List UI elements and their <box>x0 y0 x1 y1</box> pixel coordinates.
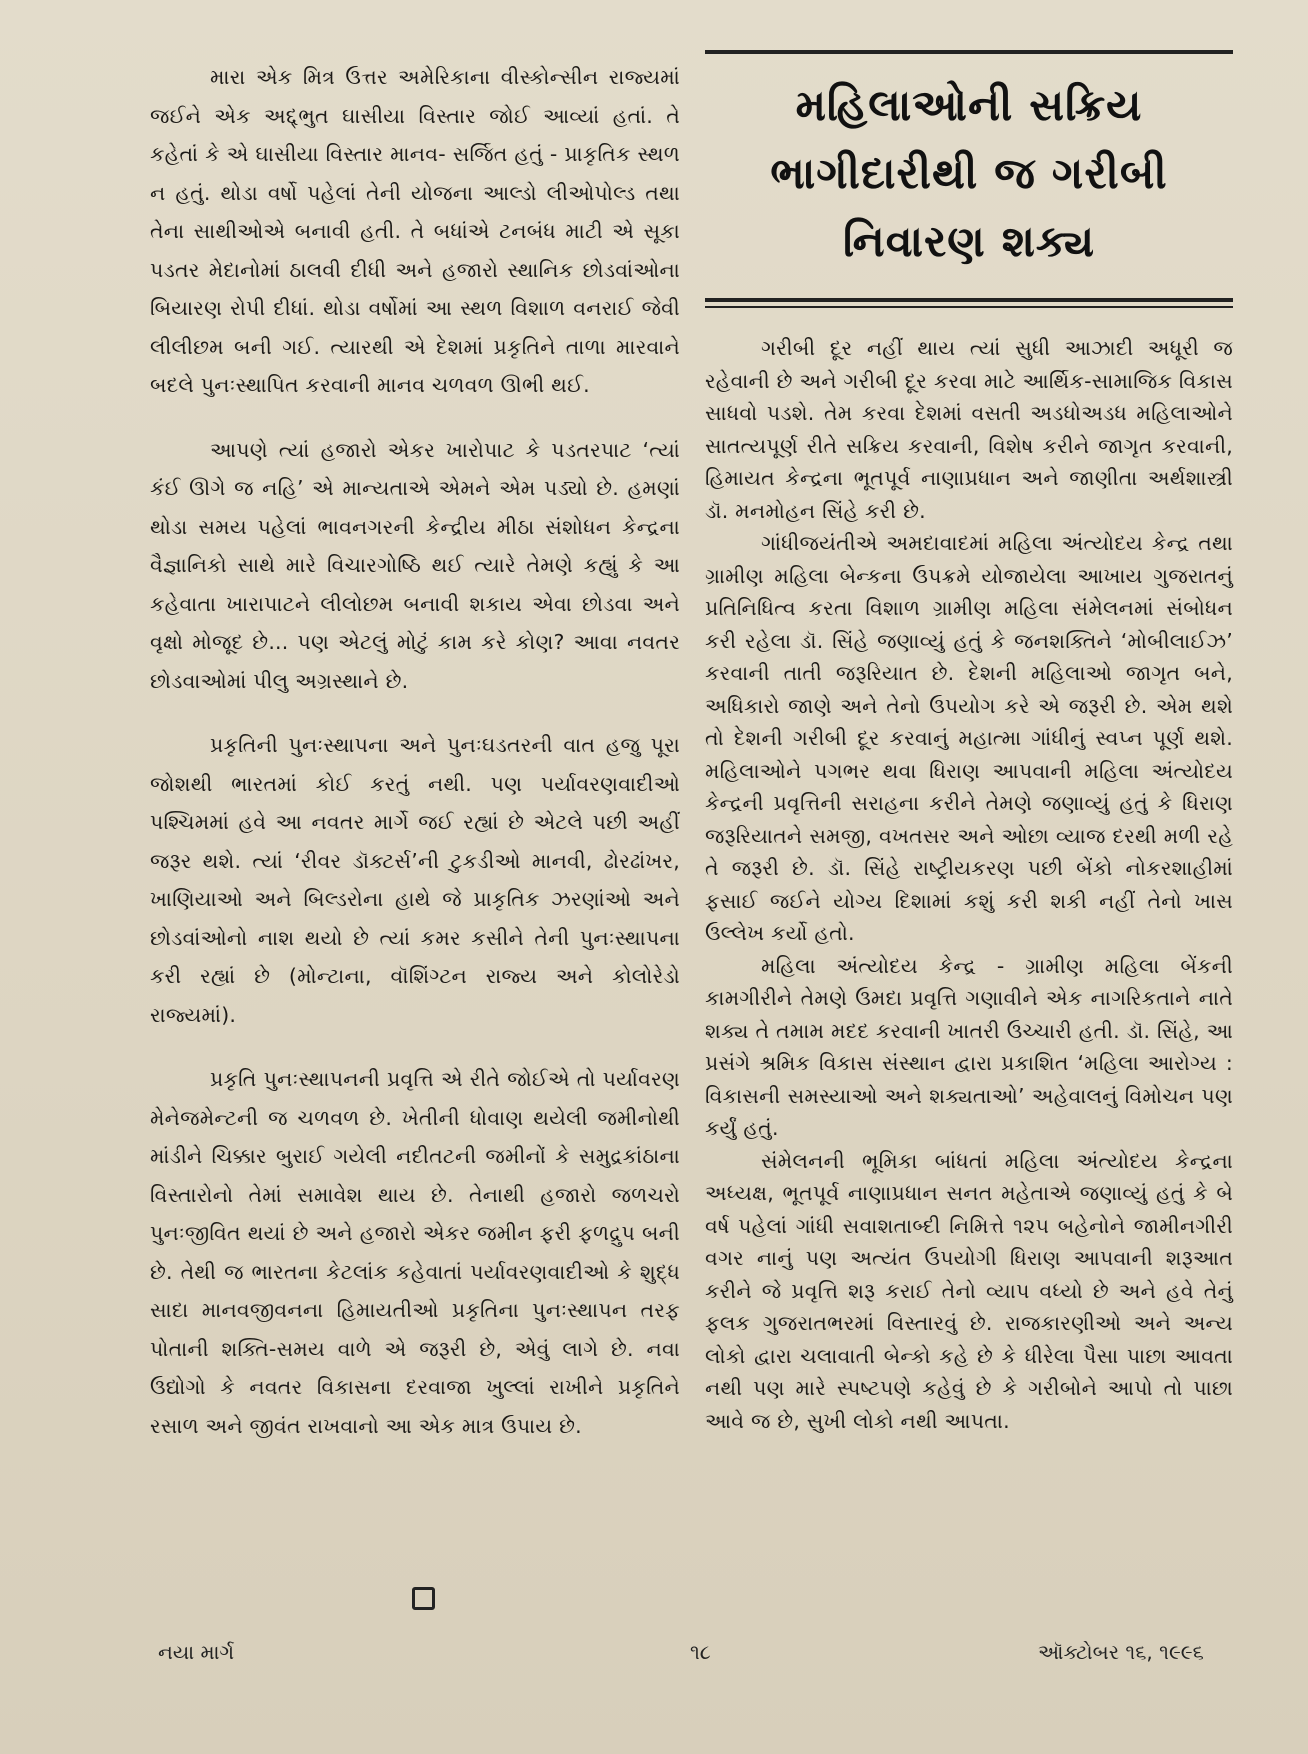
right-paragraph-4: સંમેલનની ભૂમિકા બાંધતાં મહિલા અંત્યોદય કેન્દ્રના અધ્યક્ષ, ભૂતપૂર્વ નાણાપ્રધાન સનત મહેતાએ જણાવ્યું હતું કે બે વર્ષ પહેલાં ગાંધી સવાશતાબ્દી નિમિત્તે ૧૨૫ બહેનોને જામીનગીરી વગર નાનું પણ અત્યંત ઉપયોગી ધિરાણ આપવાની શરૂઆત કરીને જે પ્રવૃત્તિ શરૂ કરાઈ તેનો વ્યાપ વધ્યો છે અને હવે તેનું ફલક ગુજરાતભરમાં વિસ્તારવું છે. રાજકારણીઓ અને અન્ય લોકો દ્વારા ચલાવાતી બેન્કો કહે છે કે ધીરેલા પૈસા પાછા આવતા નથી પણ મારે સ્પષ્ટપણે કહેવું છે કે ગરીબોને આપો તો પાછા આવે જ છે, સુખી લોકો નથી આપતા. <box>705 1148 1233 1433</box>
footer-publication-name: નયા માર્ગ <box>158 1640 235 1664</box>
article-title <box>705 54 1233 298</box>
left-paragraph-4: પ્રકૃતિ પુનઃસ્થાપનની પ્રવૃત્તિ એ રીતે જોઈએ તો પર્યાવરણ મેનેજમેન્ટની જ ચળવળ છે. ખેતીની ધોવાણ થયેલી જમીનોથી માંડીને ચિક્કાર બુરાઈ ગયેલી નદીતટની જમીનોં કે સમુદ્રકાંઠાના વિસ્તારોનો તેમાં સમાવેશ થાય છે. તેનાથી હજારો જળચરો પુનઃજીવિત થયાં છે અને હજારો એકર જમીન ફરી ફળદ્રુપ બની છે. તેથી જ ભારતના કેટલાંક કહેવાતાં પર્યાવરણવાદીઓ કે શુદ્ધ સાદા માનવજીવનના હિમાયતીઓ પ્રકૃતિના પુનઃસ્થાપન તરફ પોતાની શક્તિ-સમય વાળે એ જરૂરી છે, એવું લાગે છે. નવા ઉદ્યોગો કે નવતર વિકાસના દરવાજા ખુલ્લાં રાખીને પ્રકૃતિને રસાળ અને જીવંત રાખવાનો આ એક માત્ર ઉપાય છે. <box>150 1067 680 1438</box>
title-bottom-rule <box>705 298 1233 302</box>
title-line-3: નિવારણ શક્ય <box>842 217 1096 267</box>
title-line-1: મહિલાઓની સક્રિય <box>795 81 1143 131</box>
end-of-article-square-icon <box>412 1587 435 1610</box>
left-paragraph-3: પ્રકૃતિની પુનઃસ્થાપના અને પુનઃઘડતરની વાત હજુ પૂરા જોશથી ભારતમાં કોઈ કરતું નથી. પણ પર્યાવરણવાદીઓ પશ્ચિમમાં હવે આ નવતર માર્ગે જઈ રહ્યાં છે એટલે પછી અહીં જરૂર થશે. ત્યાં ‘રીવર ડૉક્ટર્સ’ની ટુકડીઓ માનવી, ઢોરઢાંખર, ખાણિયાઓ અને બિલ્ડરોના હાથે જે પ્રાકૃતિક ઝરણાંઓ અને છોડવાંઓનો નાશ થયો છે ત્યાં કમર કસીને તેની પુનઃસ્થાપના કરી રહ્યાં છે (મોન્ટાના, વૉશિંગ્ટન રાજ્ય અને કોલોરેડો રાજ્યમાં). <box>150 733 680 1027</box>
footer-page-number: ૧૮ <box>690 1640 711 1664</box>
right-paragraph-2: ગાંધીજયંતીએ અમદાવાદમાં મહિલા અંત્યોદય કેન્દ્ર તથા ગ્રામીણ મહિલા બેન્કના ઉપક્રમે યોજાયેલા આખાય ગુજરાતનું પ્રતિનિધિત્વ કરતા વિશાળ ગ્રામીણ મહિલા સંમેલનમાં સંબોધન કરી રહેલા ડૉ. સિંહે જણાવ્યું હતું કે જનશક્તિને ‘મોબીલાઈઝ’ કરવાની તાતી જરૂરિયાત છે. દેશની મહિલાઓ જાગૃત બને, અધિકારો જાણે અને તેનો ઉપયોગ કરે એ જરૂરી છે. એમ થશે તો દેશની ગરીબી દૂર કરવાનું મહાત્મા ગાંધીનું સ્વપ્ન પૂર્ણ થશે. મહિલાઓને પગભર થવા ધિરાણ આપવાની મહિલા અંત્યોદય કેન્દ્રની પ્રવૃત્તિની સરાહના કરીને તેમણે જણાવ્યું હતું કે ધિરાણ જરૂરિયાતને સમજી, વખતસર અને ઓછા વ્યાજ દરથી મળી રહે તે જરૂરી છે. ડૉ. સિંહે રાષ્ટ્રીયકરણ પછી બેંકો નોકરશાહીમાં ફસાઈ જઈને યોગ્ય દિશામાં કશું કરી શકી નહીં તેનો ખાસ ઉલ્લેખ કર્યો હતો. <box>705 531 1233 945</box>
title-line-2: ભાગીદારીથી જ ગરીબી <box>770 149 1168 199</box>
right-paragraph-3: મહિલા અંત્યોદય કેન્દ્ર - ગ્રામીણ મહિલા બેંકની કામગીરીને તેમણે ઉમદા પ્રવૃત્તિ ગણાવીને એક નાગરિકતાને નાતે શક્ય તે તમામ મદદ કરવાની ખાતરી ઉચ્ચારી હતી. ડૉ. સિંહે, આ પ્રસંગે શ્રમિક વિકાસ સંસ્થાન દ્વારા પ્રકાશિત ‘મહિલા આરોગ્ય : વિકાસની સમસ્યાઓ અને શક્યતાઓ’ અહેવાલનું વિમોચન પણ કર્યું હતું. <box>705 953 1233 1140</box>
right-paragraph-1: ગરીબી દૂર નહીં થાય ત્યાં સુધી આઝાદી અધૂરી જ રહેવાની છે અને ગરીબી દૂર કરવા માટે આર્થિક-સામાજિક વિકાસ સાધવો પડશે. તેમ કરવા દેશમાં વસતી અડધોઅડધ મહિલાઓને સાતત્યપૂર્ણ રીતે સક્રિય કરવાની, વિશેષ કરીને જાગૃત કરવાની, હિમાયત કેન્દ્રના ભૂતપૂર્વ નાણાપ્રધાન અને જાણીતા અર્થશાસ્ત્રી ડૉ. મનમોહન સિંહે કરી છે. <box>705 336 1233 523</box>
left-column <box>150 58 680 1471</box>
right-column <box>705 50 1233 1437</box>
left-paragraph-1: મારા એક મિત્ર ઉત્તર અમેરિકાના વીસ્કોન્સીન રાજ્યમાં જઈને એક અદ્દ્ભુત ઘાસીયા વિસ્તાર જોઈ આવ્યાં હતાં. તે કહેતાં કે એ ઘાસીયા વિસ્તાર માનવ- સર્જિત હતું - પ્રાકૃતિક સ્થળ ન હતું. થોડા વર્ષો પહેલાં તેની યોજના આલ્ડો લીઓપોલ્ડ તથા તેના સાથીઓએ બનાવી હતી. તે બધાંએ ટનબંધ માટી એ સૂકા પડતર મેદાનોમાં ઠાલવી દીધી અને હજારો સ્થાનિક છોડવાંઓના બિયારણ રોપી દીધાં. થોડા વર્ષોમાં આ સ્થળ વિશાળ વનરાઈ જેવી લીલીછમ બની ગઈ. ત્યારથી એ દેશમાં પ્રકૃતિને તાળા મારવાને બદલે પુનઃસ્થાપિત કરવાની માનવ ચળવળ ઊભી થઈ. <box>150 65 680 397</box>
left-paragraph-2: આપણે ત્યાં હજારો એકર ખારોપાટ કે પડતરપાટ ‘ત્યાં કંઈ ઊગે જ નહિ’ એ માન્યતાએ એમને એમ પડ્યો છે. હમણાં થોડા સમય પહેલાં ભાવનગરની કેન્દ્રીય મીઠા સંશોધન કેન્દ્રના વૈજ્ઞાનિકો સાથે મારે વિચારગોષ્ઠિ થઈ ત્યારે તેમણે કહ્યું કે આ કહેવાતા ખારાપાટને લીલોછમ બનાવી શકાય એવા છોડવા અને વૃક્ષો મોજૂદ છે... પણ એટલું મોટું કામ કરે કોણ? આવા નવતર છોડવાઓમાં પીલુ અગ્રસ્થાને છે. <box>150 437 680 693</box>
footer-date: ઑક્ટોબર ૧૬, ૧૯૯૬ <box>1038 1640 1204 1664</box>
